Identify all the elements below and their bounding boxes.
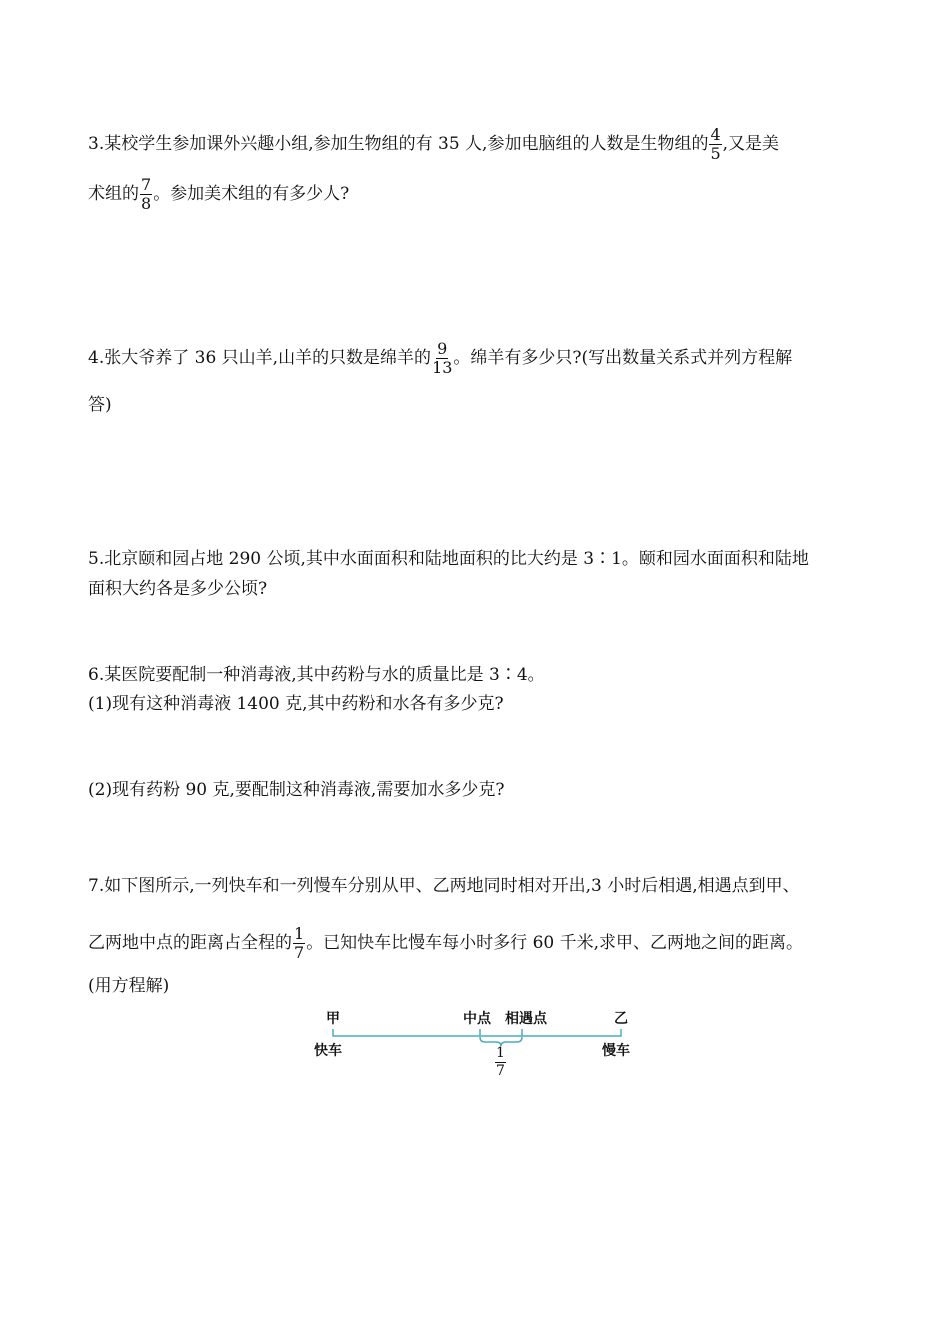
fraction-9-13 bbox=[432, 340, 452, 377]
q4-text: 。绵羊有多少只?(写出数量关系式并列方程解 bbox=[453, 348, 793, 368]
numerator: 4 bbox=[710, 125, 721, 144]
q4-line1 bbox=[88, 340, 792, 377]
diagram-fraction bbox=[495, 1045, 506, 1080]
label-midpoint: 中点 bbox=[463, 1011, 491, 1027]
label-yi: 乙 bbox=[614, 1011, 628, 1027]
q3-text: 。参加美术组的有多少人? bbox=[153, 184, 350, 204]
q5-line2: 面积大约各是多少公顷? bbox=[88, 579, 268, 599]
q3-text: 3.某校学生参加课外兴趣小组,参加生物组的有 35 人,参加电脑组的人数是生物组的 bbox=[88, 134, 709, 154]
numerator: 9 bbox=[437, 339, 448, 358]
numerator: 1 bbox=[294, 924, 305, 943]
label-jia: 甲 bbox=[326, 1011, 340, 1027]
denominator: 13 bbox=[432, 358, 453, 377]
fraction-1-7 bbox=[293, 925, 305, 962]
q7-line1: 7.如下图所示,一列快车和一列慢车分别从甲、乙两地同时相对开出,3 小时后相遇,相遇点到甲、 bbox=[88, 876, 800, 896]
q6-line2: (1)现有这种消毒液 1400 克,其中药粉和水各有多少克? bbox=[88, 694, 504, 714]
q3-text: 术组的 bbox=[88, 184, 139, 204]
denominator: 7 bbox=[496, 1063, 505, 1079]
q7-line3: (用方程解) bbox=[88, 976, 170, 996]
q3-text: ,又是美 bbox=[722, 134, 780, 154]
denominator: 8 bbox=[141, 194, 152, 213]
fraction-4-5 bbox=[709, 126, 721, 163]
q6-line3: (2)现有药粉 90 克,要配制这种消毒液,需要加水多少克? bbox=[88, 780, 505, 800]
q3-line1 bbox=[88, 126, 779, 163]
label-slow-train: 慢车 bbox=[602, 1043, 630, 1059]
denominator: 5 bbox=[710, 144, 721, 163]
label-fast-train: 快车 bbox=[314, 1043, 342, 1059]
q4-text: 4.张大爷养了 36 只山羊,山羊的只数是绵羊的 bbox=[88, 348, 432, 368]
q5-line1: 5.北京颐和园占地 290 公顷,其中水面面积和陆地面积的比大约是 3∶1。颐和园水面面积和陆地 bbox=[88, 549, 809, 569]
numerator: 1 bbox=[496, 1045, 505, 1061]
q7-text: 。已知快车比慢车每小时多行 60 千米,求甲、乙两地之间的距离。 bbox=[306, 933, 804, 953]
numerator: 7 bbox=[141, 175, 152, 194]
route-line bbox=[333, 1029, 621, 1036]
q7-text: 乙两地中点的距离占全程的 bbox=[88, 933, 292, 953]
q6-line1: 6.某医院要配制一种消毒液,其中药粉与水的质量比是 3∶4。 bbox=[88, 665, 545, 685]
fraction-7-8 bbox=[140, 176, 152, 213]
label-meeting-point: 相遇点 bbox=[505, 1011, 547, 1027]
q4-line2: 答) bbox=[88, 395, 112, 415]
denominator: 7 bbox=[294, 943, 305, 962]
q3-line2 bbox=[88, 176, 349, 213]
q7-line2 bbox=[88, 925, 803, 962]
